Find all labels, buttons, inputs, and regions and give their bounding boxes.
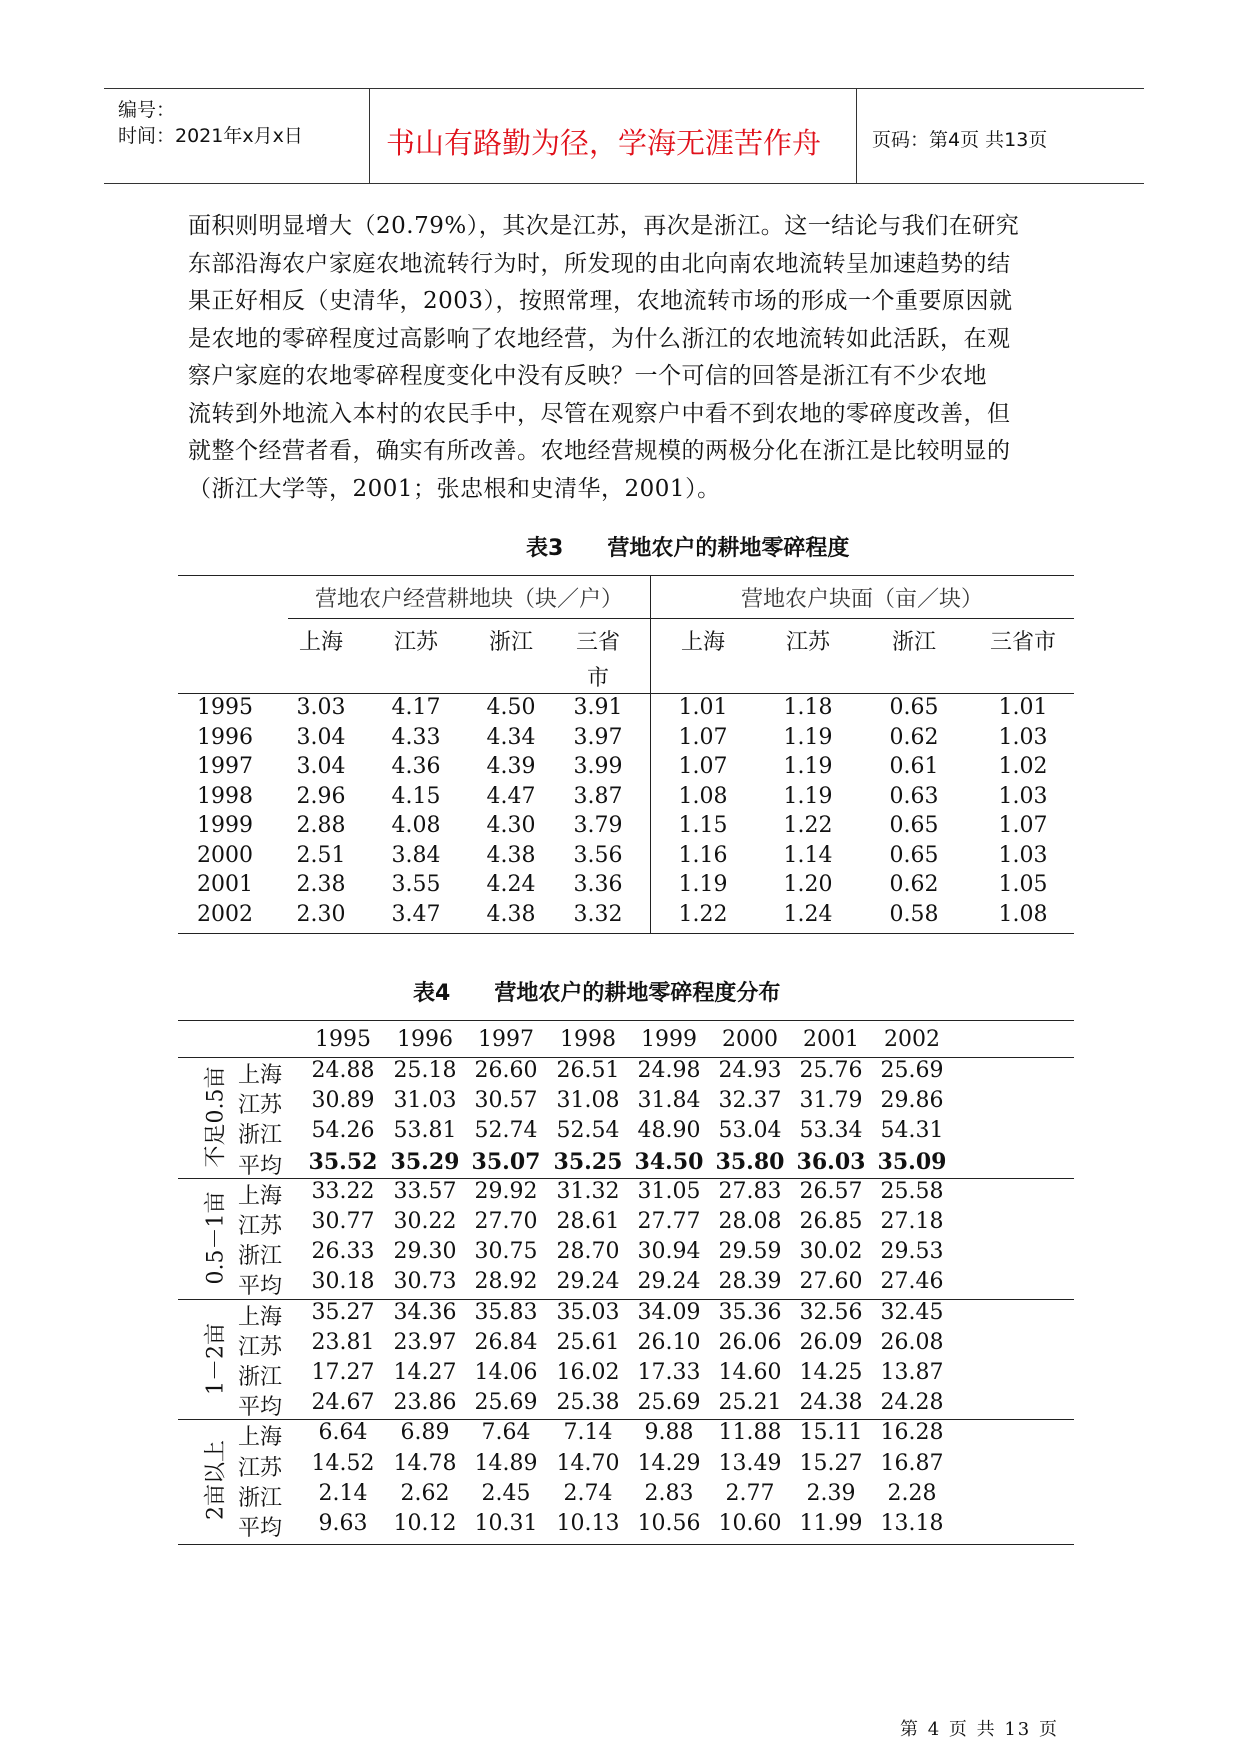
table4-caption-title: 营地农户的耕地零碎程度分布	[494, 981, 781, 1006]
table4-cell: 53.04	[718, 1118, 782, 1144]
table4-cell: 31.84	[637, 1088, 701, 1114]
table3-cell: 4.47	[486, 783, 536, 809]
table3-cell: 1.07	[998, 813, 1048, 838]
table3-cell: 3.03	[296, 695, 346, 720]
table4-cell: 32.45	[880, 1299, 944, 1325]
table4-caption	[413, 976, 780, 1007]
table4-cell: 48.90	[637, 1118, 701, 1144]
body-paragraph	[188, 208, 1058, 508]
table4-cell: 2.62	[400, 1480, 450, 1506]
table4-cell: 26.84	[474, 1329, 538, 1355]
paragraph-line: （浙江大学等，2001；张忠根和史清华，2001）。	[188, 475, 721, 502]
table3-caption-number: 表3	[526, 536, 564, 561]
table3-cell: 1.22	[783, 813, 833, 838]
table3-column-header-wrap: 市	[586, 666, 609, 691]
table4-cell: 17.27	[311, 1360, 375, 1385]
table3-cell: 4.15	[391, 783, 441, 809]
table3-cell: 1.20	[783, 872, 833, 897]
table4-cell: 2.83	[644, 1480, 694, 1506]
table4-cell: 24.88	[311, 1058, 375, 1083]
table4-cell: 27.60	[799, 1269, 863, 1295]
table4-cell: 30.18	[311, 1269, 375, 1295]
table4-cell: 28.70	[556, 1239, 620, 1265]
table4-cell: 16.87	[880, 1450, 944, 1476]
table4-year-header: 1997	[478, 1027, 534, 1052]
table3-column-header: 三省市	[989, 630, 1056, 655]
table3-year-cell: 2001	[197, 872, 253, 897]
table4-row-label: 平均	[237, 1516, 282, 1541]
table3-cell: 3.55	[391, 872, 441, 897]
table4-cell: 27.18	[880, 1209, 944, 1234]
table3-year-cell: 1999	[197, 813, 253, 838]
table4-cell: 54.26	[311, 1118, 375, 1144]
table3-column-header: 江苏	[393, 630, 438, 655]
table4-cell: 10.31	[474, 1511, 538, 1536]
table4-cell: 11.99	[799, 1511, 863, 1536]
table4-cell: 13.18	[880, 1511, 944, 1536]
table4-cell: 28.39	[718, 1269, 782, 1295]
table4-cell: 9.88	[644, 1420, 694, 1446]
table3-cell: 1.22	[678, 901, 728, 927]
table4-cell: 33.57	[393, 1178, 457, 1204]
table3-cell: 3.56	[573, 842, 623, 868]
table3-cell: 1.02	[998, 754, 1048, 779]
table4-cell: 30.75	[474, 1239, 538, 1265]
table4-cell: 10.12	[393, 1511, 457, 1536]
table4-cell: 2.39	[806, 1480, 856, 1506]
table3-cell: 2.51	[296, 842, 346, 868]
table3-cell: 4.30	[486, 813, 536, 838]
table4-cell: 54.31	[880, 1118, 944, 1144]
table4-cell: 6.64	[318, 1420, 368, 1446]
table4-year-header: 2001	[803, 1027, 859, 1052]
table4-cell: 35.52	[308, 1148, 378, 1175]
table3-cell: 3.91	[573, 695, 623, 720]
table4-cell: 15.27	[799, 1450, 863, 1476]
table4-cell: 29.24	[637, 1269, 701, 1295]
table4-cell: 16.02	[556, 1360, 620, 1385]
table4-cell: 36.03	[796, 1148, 866, 1175]
table4-cell: 24.28	[880, 1390, 944, 1416]
table4-cell: 52.54	[556, 1118, 620, 1144]
table4-row-label: 江苏	[237, 1093, 282, 1119]
table3-column-header: 浙江	[891, 630, 936, 655]
table4-cell: 30.02	[799, 1239, 863, 1265]
table4-row-label: 上海	[237, 1183, 282, 1209]
table4-cell: 23.97	[393, 1329, 457, 1355]
table3-year-cell: 1996	[197, 724, 253, 750]
table4-cell: 14.52	[311, 1450, 375, 1476]
table4-cell: 25.69	[637, 1390, 701, 1416]
table4-cell: 31.05	[637, 1178, 701, 1204]
table3-cell: 1.18	[783, 695, 833, 720]
table3-cell: 1.19	[678, 872, 728, 897]
table3-cell: 0.62	[889, 872, 939, 897]
table3-cell: 1.03	[998, 842, 1048, 868]
table3-column-header: 上海	[298, 630, 343, 655]
table3-caption-title: 营地农户的耕地零碎程度	[607, 536, 850, 561]
table3-cell: 4.38	[486, 901, 536, 927]
table4-cell: 34.50	[634, 1148, 704, 1175]
table-rule-bottom	[178, 1544, 1074, 1545]
table4-cell: 24.38	[799, 1390, 863, 1416]
table4-cell: 10.60	[718, 1511, 782, 1536]
table3-cell: 0.63	[889, 783, 939, 809]
table4-cell: 6.89	[400, 1420, 450, 1446]
paragraph-line: 东部沿海农户家庭农地流转行为时，所发现的由北向南农地流转呈加速趋势的结	[188, 250, 1011, 277]
table3-cell: 3.32	[573, 901, 623, 927]
table4-group-label: 1－2亩	[203, 1323, 229, 1396]
paragraph-line: 果正好相反（史清华，2003），按照常理，农地流转市场的形成一个重要原因就	[188, 288, 1013, 314]
table4-cell: 14.89	[474, 1450, 538, 1476]
table4-cell: 24.93	[718, 1058, 782, 1083]
table4-row-label: 平均	[237, 1274, 282, 1300]
table3-cell: 4.24	[486, 872, 536, 897]
table3-cell: 1.07	[678, 724, 728, 750]
table4-cell: 13.87	[880, 1360, 944, 1385]
table4-cell: 35.80	[715, 1148, 785, 1175]
table4-cell: 27.83	[718, 1178, 782, 1204]
table3-cell: 2.88	[296, 813, 346, 838]
table3-cell: 0.65	[889, 813, 939, 838]
paragraph-line: 是农地的零碎程度过高影响了农地经营，为什么浙江的农地流转如此活跃，在观	[188, 325, 1011, 352]
table4-row-label: 江苏	[237, 1455, 282, 1481]
table4-cell: 13.49	[718, 1450, 782, 1476]
document-number: 编号：	[118, 99, 176, 121]
table3-group-plot-size: 营地农户块面（亩／块）	[740, 587, 983, 612]
table4-cell: 7.64	[481, 1420, 531, 1446]
table4-cell: 52.74	[474, 1118, 538, 1144]
table4-cell: 34.09	[637, 1299, 701, 1325]
table3-cell: 1.19	[783, 754, 833, 779]
table3-cell: 1.07	[678, 754, 728, 779]
table4-cell: 2.45	[481, 1480, 531, 1506]
table3-cell: 1.16	[678, 842, 728, 868]
table4-cell: 31.03	[393, 1088, 457, 1114]
table-rule-header	[178, 693, 1074, 694]
table4-cell: 53.34	[799, 1118, 863, 1144]
table4-cell: 29.53	[880, 1239, 944, 1265]
table3-cell: 3.84	[391, 842, 441, 868]
table3-group-plots: 营地农户经营耕地块（块／户）	[314, 587, 623, 612]
table4-group-label: 2亩以上	[203, 1439, 229, 1520]
table4-cell: 30.73	[393, 1269, 457, 1295]
table3-cell: 4.08	[391, 813, 441, 838]
table4-year-header: 1995	[315, 1027, 371, 1052]
table4-cell: 15.11	[799, 1420, 863, 1446]
table3-column-header: 浙江	[488, 630, 533, 655]
table3-year-cell: 2000	[197, 842, 253, 868]
table4-cell: 32.56	[799, 1299, 863, 1325]
table4-cell: 24.98	[637, 1058, 701, 1083]
table4-cell: 31.08	[556, 1088, 620, 1114]
table4-cell: 28.08	[718, 1209, 782, 1234]
table3-column-header: 江苏	[785, 630, 830, 655]
table4-cell: 26.08	[880, 1329, 944, 1355]
table4-cell: 25.21	[718, 1390, 782, 1416]
table4-cell: 25.69	[880, 1058, 944, 1083]
table3-cell: 1.05	[998, 872, 1048, 897]
table4-cell: 7.14	[563, 1420, 613, 1446]
table4-cell: 32.37	[718, 1088, 782, 1114]
table4-cell: 14.27	[393, 1360, 457, 1385]
table3-caption	[526, 531, 849, 562]
table3-cell: 3.97	[573, 724, 623, 750]
table4-row-label: 江苏	[237, 1214, 282, 1239]
table4-row-label: 江苏	[237, 1334, 282, 1360]
table3-column-header: 三省	[575, 630, 620, 655]
paragraph-line: 面积则明显增大（20.79%），其次是江苏，再次是浙江。这一结论与我们在研究	[188, 213, 1020, 239]
header-page-number: 页码：第4页 共13页	[872, 129, 1048, 151]
table4-group-label: 不足0.5亩	[203, 1066, 229, 1168]
table4-cell: 27.70	[474, 1209, 538, 1234]
paragraph-line: 察户家庭的农地零碎程度变化中没有反映？一个可信的回答是浙江有不少农地	[188, 363, 987, 389]
table4-cell: 10.13	[556, 1511, 620, 1536]
table4-cell: 25.69	[474, 1390, 538, 1416]
table4-cell: 2.28	[887, 1480, 937, 1506]
table4-cell: 14.25	[799, 1360, 863, 1385]
table4-cell: 30.77	[311, 1209, 375, 1234]
table3-cell: 3.99	[573, 754, 623, 779]
table4-cell: 30.89	[311, 1088, 375, 1114]
table4-cell: 28.61	[556, 1209, 620, 1234]
table4-cell: 26.06	[718, 1329, 782, 1355]
table4-cell: 10.56	[637, 1511, 701, 1536]
table4-cell: 35.03	[556, 1299, 620, 1325]
table3-cell: 3.79	[573, 813, 623, 838]
table4-year-header: 1998	[560, 1027, 616, 1052]
table-group-rule	[288, 618, 650, 619]
table3-cell: 2.30	[296, 901, 346, 927]
table4-cell: 14.29	[637, 1450, 701, 1476]
table4-cell: 2.77	[725, 1480, 775, 1506]
table4-cell: 35.83	[474, 1299, 538, 1325]
table4-year-header: 1999	[641, 1027, 697, 1052]
table3-cell: 4.17	[391, 695, 441, 720]
table4-row-label: 上海	[237, 1425, 282, 1451]
table4-cell: 25.58	[880, 1178, 944, 1204]
table4-cell: 29.59	[718, 1239, 782, 1265]
table4-row-label: 平均	[237, 1153, 282, 1179]
table3-year-cell: 1995	[197, 695, 253, 720]
paragraph-line: 就整个经营者看，确实有所改善。农地经营规模的两极分化在浙江是比较明显的	[188, 438, 1011, 464]
table4-cell: 30.57	[474, 1088, 538, 1114]
table3-year-cell: 1998	[197, 783, 253, 809]
table4-cell: 29.30	[393, 1239, 457, 1265]
table4-group-label: 0.5－1亩	[203, 1191, 229, 1285]
table3-cell: 1.01	[678, 695, 728, 720]
table4-cell: 27.46	[880, 1269, 944, 1295]
table3-cell: 1.19	[783, 783, 833, 809]
table4-cell: 26.60	[474, 1058, 538, 1083]
table4-cell: 17.33	[637, 1360, 701, 1385]
table4-cell: 35.36	[718, 1299, 782, 1325]
table4-cell: 14.60	[718, 1360, 782, 1385]
table4-cell: 26.10	[637, 1329, 701, 1355]
table4-cell: 25.18	[393, 1058, 457, 1083]
table3-cell: 3.47	[391, 901, 441, 927]
table4-cell: 28.92	[474, 1269, 538, 1295]
table4-cell: 35.27	[311, 1299, 375, 1325]
paragraph-line: 流转到外地流入本村的农民手中，尽管在观察户中看不到农地的零碎度改善，但	[188, 400, 1011, 427]
table-group-rule	[650, 618, 1074, 619]
table3-cell: 0.61	[889, 754, 939, 779]
table3-year-cell: 1997	[197, 754, 253, 779]
header-motto: 书山有路勤为径，学海无涯苦作舟	[386, 126, 822, 160]
table3-cell: 3.87	[573, 783, 623, 809]
table4-cell: 26.57	[799, 1178, 863, 1204]
table4-cell: 14.70	[556, 1450, 620, 1476]
table4-cell: 26.85	[799, 1209, 863, 1234]
table4-cell: 29.92	[474, 1178, 538, 1204]
table4-cell: 25.38	[556, 1390, 620, 1416]
table3-cell: 1.15	[678, 813, 728, 838]
table3-cell: 4.38	[486, 842, 536, 868]
table3-cell: 3.36	[573, 872, 623, 897]
table4-cell: 27.77	[637, 1209, 701, 1234]
table4-cell: 26.09	[799, 1329, 863, 1355]
table3-cell: 3.04	[296, 754, 346, 779]
table4-cell: 30.22	[393, 1209, 457, 1234]
table3-cell: 0.58	[889, 901, 939, 927]
table3-cell: 2.96	[296, 783, 346, 809]
table4-cell: 14.06	[474, 1360, 538, 1385]
table4-year-header: 2000	[722, 1027, 778, 1052]
table4-cell: 24.67	[311, 1390, 375, 1416]
header-divider	[856, 89, 857, 183]
table4-cell: 23.81	[311, 1329, 375, 1355]
table4-row-label: 浙江	[237, 1485, 282, 1511]
table4-cell: 9.63	[318, 1511, 368, 1536]
table4-cell: 26.51	[556, 1058, 620, 1083]
table3-cell: 1.03	[998, 724, 1048, 750]
header-divider	[369, 89, 370, 183]
table3-cell: 4.34	[486, 724, 536, 750]
table4-row-label: 上海	[237, 1063, 282, 1088]
table4-cell: 31.79	[799, 1088, 863, 1114]
table3-cell: 2.38	[296, 872, 346, 897]
table4-row-label: 平均	[237, 1395, 282, 1421]
table3-cell: 1.24	[783, 901, 833, 927]
table3-cell: 1.08	[678, 783, 728, 809]
table4-cell: 2.74	[563, 1480, 613, 1506]
table4-cell: 23.86	[393, 1390, 457, 1416]
table3-column-header: 上海	[680, 630, 725, 655]
table4-row-label: 浙江	[237, 1365, 282, 1390]
table4-year-header: 1996	[397, 1027, 453, 1052]
table4-cell: 35.25	[553, 1148, 623, 1175]
table3-cell: 0.62	[889, 724, 939, 750]
table3-cell: 4.50	[486, 695, 536, 720]
table4-cell: 31.32	[556, 1178, 620, 1204]
page-header	[104, 88, 1144, 184]
table4-cell: 35.29	[390, 1148, 460, 1175]
table4-cell: 25.61	[556, 1329, 620, 1355]
document-time: 时间：2021年x月x日	[118, 125, 303, 147]
table4-caption-number: 表4	[413, 981, 451, 1006]
table4-cell: 30.94	[637, 1239, 701, 1265]
table-rule-top	[178, 575, 1074, 576]
table4-cell: 33.22	[311, 1178, 375, 1204]
table4-cell: 26.33	[311, 1239, 375, 1265]
table4-cell: 11.88	[718, 1420, 782, 1446]
table4-cell: 29.24	[556, 1269, 620, 1295]
table3-cell: 4.36	[391, 754, 441, 779]
table4-cell: 29.86	[880, 1088, 944, 1114]
table4-year-header: 2002	[884, 1027, 940, 1052]
table3-cell: 1.01	[998, 695, 1048, 720]
table3-cell: 0.65	[889, 695, 939, 720]
table4-cell: 53.81	[393, 1118, 457, 1144]
table3-cell: 4.33	[391, 724, 441, 750]
table3-cell: 1.03	[998, 783, 1048, 809]
table4-cell: 16.28	[880, 1420, 944, 1446]
table3-year-cell: 2002	[197, 901, 253, 927]
table4-row-label: 浙江	[237, 1244, 282, 1270]
table4-cell: 35.07	[471, 1148, 541, 1175]
table-column-divider	[650, 575, 651, 933]
table4-cell: 34.36	[393, 1299, 457, 1325]
table3-cell: 4.39	[486, 754, 536, 779]
table-rule-top	[178, 1020, 1074, 1021]
table-rule-bottom	[178, 933, 1074, 934]
table3-cell: 0.65	[889, 842, 939, 868]
table3-cell: 3.04	[296, 724, 346, 750]
table4-cell: 25.76	[799, 1058, 863, 1083]
table4-cell: 14.78	[393, 1450, 457, 1476]
table3-cell: 1.19	[783, 724, 833, 750]
table4-row-label: 浙江	[237, 1123, 282, 1149]
table4-cell: 2.14	[318, 1480, 368, 1506]
table4-row-label: 上海	[237, 1304, 282, 1330]
page-footer: 第 4 页 共 13 页	[900, 1719, 1059, 1740]
table3-cell: 1.14	[783, 842, 833, 868]
table3-cell: 1.08	[998, 901, 1048, 927]
table4-cell: 35.09	[877, 1148, 947, 1175]
